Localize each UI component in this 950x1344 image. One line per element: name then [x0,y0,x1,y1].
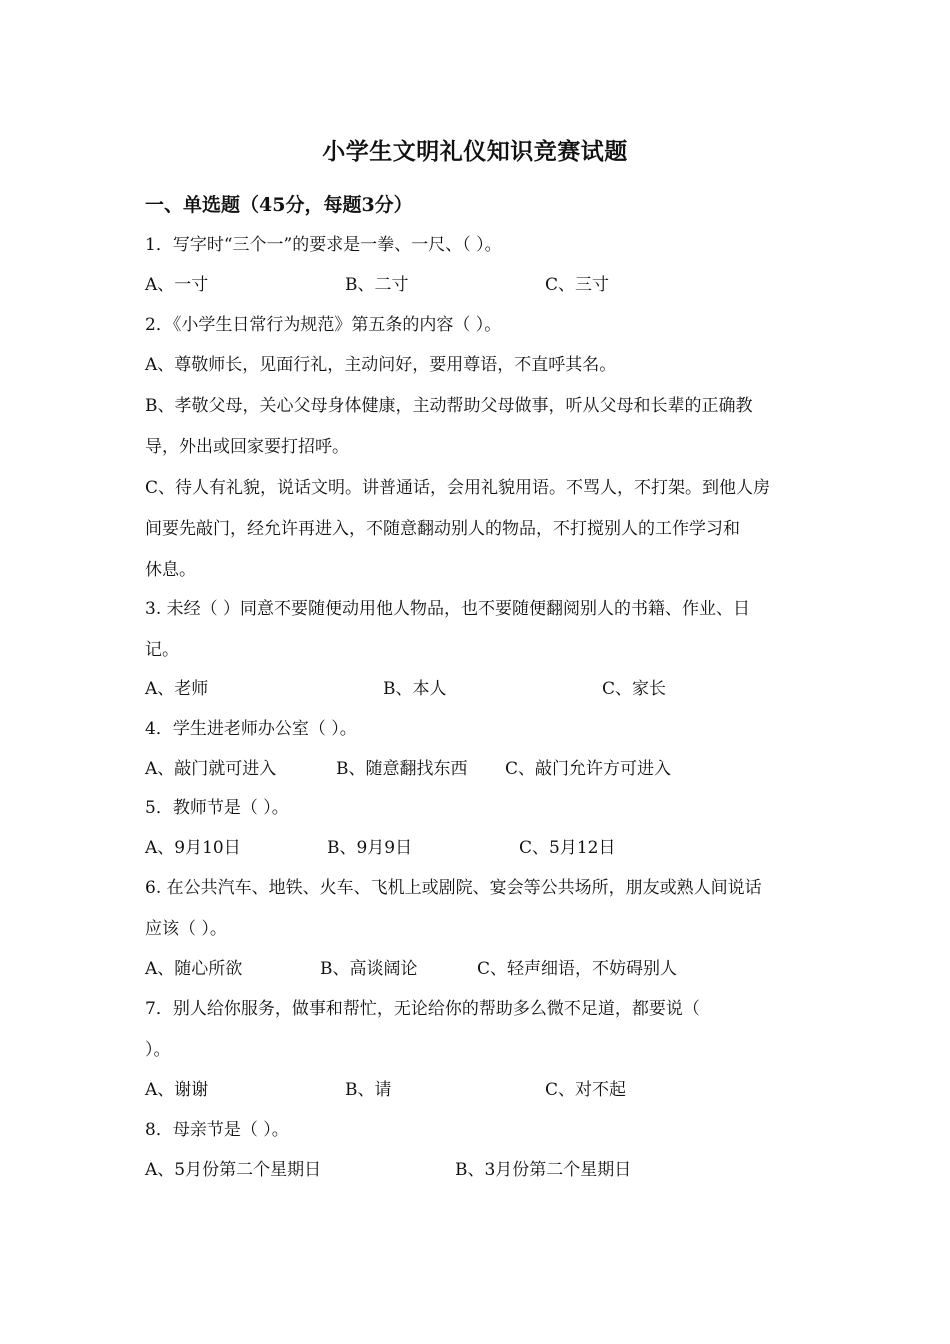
question-8-option-a: A、5月份第二个星期日 [145,1160,322,1180]
page-title: 小学生文明礼仪知识竞赛试题 [322,138,628,165]
question-7-option-a: A、谢谢 [145,1080,209,1100]
question-2-option-c-line-2: 间要先敲门，经允许再进入，不随意翻动别人的物品，不打搅别人的工作学习和 [145,519,740,539]
question-6-stem-line-2: 应该（ ）。 [145,919,227,939]
question-5-option-c: C、5月12日 [519,838,616,858]
question-4-option-a: A、敲门就可进入 [145,759,277,779]
question-2-stem: 2．《小学生日常行为规范》第五条的内容（ ）。 [145,315,502,335]
question-2-option-c-line-3: 休息。 [145,560,196,580]
question-2-option-c-line-1: C、待人有礼貌，说话文明。讲普通话，会用礼貌用语。不骂人，不打架。到他人房 [145,478,771,498]
question-4-option-c: C、敲门允许方可进入 [505,759,672,779]
question-3-option-a: A、老师 [145,679,209,699]
question-8-option-b: B、3月份第二个星期日 [455,1160,632,1180]
question-7-stem-line-2: ）。 [145,1040,171,1060]
question-5-stem: 5．教师节是（ ）。 [145,798,289,818]
section-heading: 一、单选题（45分，每题3分） [145,194,413,216]
question-6-option-a: A、随心所欲 [145,959,243,979]
question-4-option-b: B、随意翻找东西 [336,759,468,779]
question-2-option-b-line-1: B、孝敬父母，关心父母身体健康，主动帮助父母做事，听从父母和长辈的正确教 [145,396,753,416]
question-3-option-b: B、本人 [383,679,447,699]
question-5-option-b: B、9月9日 [327,838,413,858]
question-6-option-c: C、轻声细语，不妨碍别人 [477,959,678,979]
question-7-option-b: B、请 [345,1080,392,1100]
question-7-stem-line-1: 7．别人给你服务，做事和帮忙，无论给你的帮助多么微不足道，都要说（ [145,999,700,1019]
question-1-stem: 1．写字时“三个一”的要求是一拳、一尺、（ ）。 [145,235,502,255]
question-7-option-c: C、对不起 [545,1080,627,1100]
question-8-stem: 8．母亲节是（ ）。 [145,1120,289,1140]
question-3-stem-line-1: 3. 未经（ ）同意不要随便动用他人物品，也不要随便翻阅别人的书籍、作业、日 [145,599,751,619]
question-1-option-c: C、三寸 [545,275,610,295]
question-6-stem-line-1: 6. 在公共汽车、地铁、火车、飞机上或剧院、宴会等公共场所，朋友或熟人间说话 [145,878,762,898]
question-2-option-b-line-2: 导，外出或回家要打招呼。 [145,437,349,457]
question-3-option-c: C、家长 [602,679,667,699]
question-4-stem: 4．学生进老师办公室（ ）。 [145,719,357,739]
question-1-option-b: B、二寸 [345,275,409,295]
question-3-stem-line-2: 记。 [145,640,179,660]
question-1-option-a: A、一寸 [145,275,209,295]
question-5-option-a: A、9月10日 [145,838,241,858]
question-6-option-b: B、高谈阔论 [320,959,418,979]
question-2-option-a: A、尊敬师长，见面行礼，主动问好，要用尊语，不直呼其名。 [145,355,617,375]
